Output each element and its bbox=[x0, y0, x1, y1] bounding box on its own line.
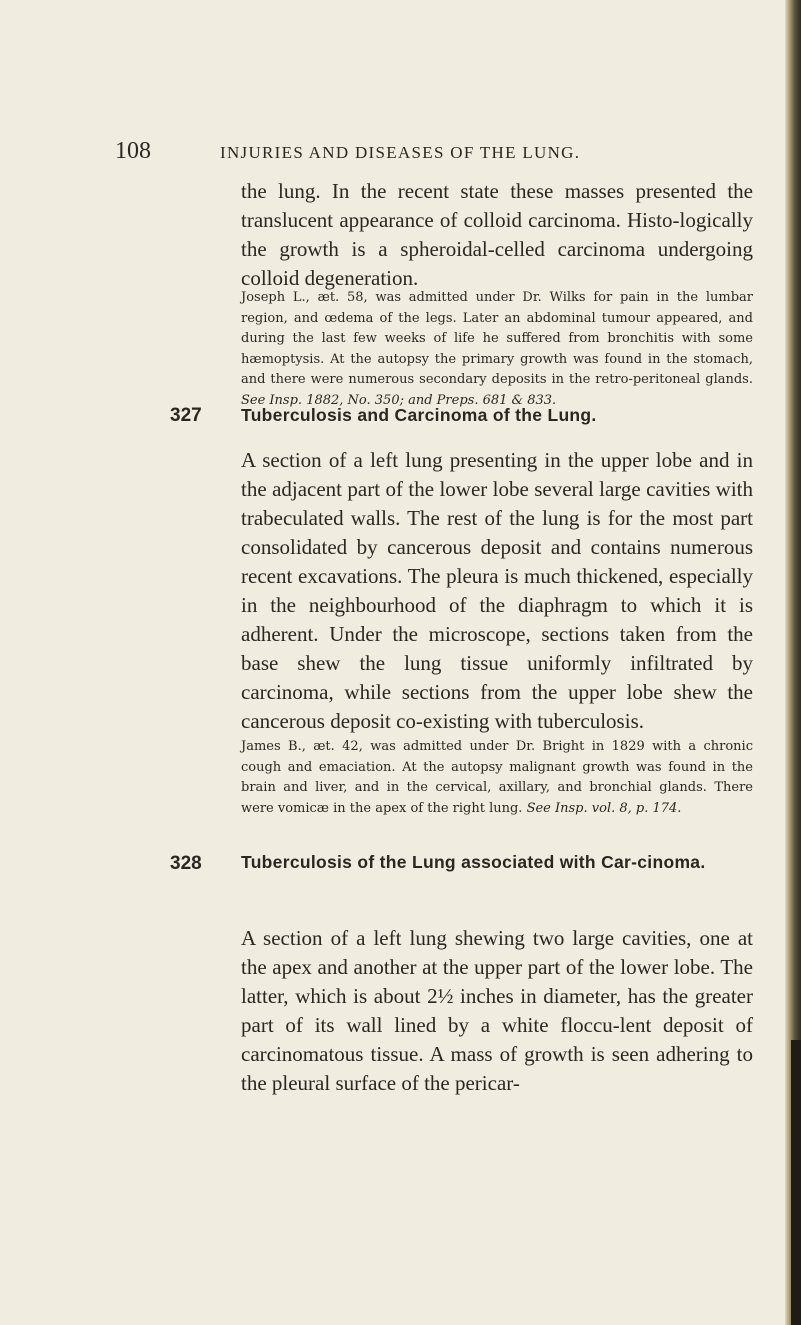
specimen-number-327: 327 bbox=[170, 405, 202, 426]
intro-paragraph: the lung. In the recent state these masses presented the translucent appearance of colloid carcinoma. Histo-logically the growth is a spheroidal-celled carcinoma undergoing colloid degeneration. bbox=[241, 179, 753, 290]
specimen-note-text-327: James B., æt. 42, was admitted under Dr. Bright in 1829 with a chronic cough and emaciation. At the autopsy malignant growth was found in the brain and liver, and in the cervical, axillary, and bronchial glands. There were vomicæ in the apex of the right lung. bbox=[241, 739, 753, 816]
page-edge-dark bbox=[791, 1040, 801, 1325]
page-header bbox=[115, 138, 761, 168]
page-number: 108 bbox=[115, 138, 151, 164]
specimen-paragraph-328: A section of a left lung shewing two large cavities, one at the apex and another at the upper part of the lower lobe. The latter, which is about 2½ inches in diameter, has the greater part of its wall lined by a white floccu-lent deposit of carcinomatous tissue. A mass of growth is seen adhering to the pleural surface of the pericar- bbox=[241, 926, 753, 1095]
specimen-number-328: 328 bbox=[170, 853, 202, 874]
intro-case-note bbox=[241, 288, 753, 411]
running-head: INJURIES AND DISEASES OF THE LUNG. bbox=[220, 143, 581, 162]
specimen-title-327: Tuberculosis and Carcinoma of the Lung. bbox=[241, 405, 597, 425]
specimen-note-reference-327: See Insp. vol. 8, p. 174. bbox=[526, 800, 682, 816]
intro-note-text: Joseph L., æt. 58, was admitted under Dr. Wilks for pain in the lumbar region, and œdema of the legs. Later an abdominal tumour appeared, and during the last few weeks of life he suffered from bronchitis with some hæmoptysis. At the autopsy the primary growth was found in the stomach, and there were numerous secondary deposits in the retro-peritoneal glands. bbox=[241, 290, 753, 387]
intro-note-reference: See Insp. 1882, No. 350; and Preps. 681 & 833. bbox=[241, 392, 557, 408]
specimen-case-note-327 bbox=[241, 737, 753, 819]
specimen-paragraph-327: A section of a left lung presenting in the upper lobe and in the adjacent part of the lower lobe several large cavities with trabeculated walls. The rest of the lung is for the most part consolidated by cancerous deposit and contains numerous recent excavations. The pleura is much thickened, especially in the neighbourhood of the diaphragm to which it is adherent. Under the microscope, sections taken from the base shew the lung tissue uniformly infiltrated by carcinoma, while sections from the upper lobe shew the cancerous deposit co-existing with tuberculosis. bbox=[241, 448, 753, 733]
specimen-title-328: Tuberculosis of the Lung associated with Car-cinoma. bbox=[241, 852, 706, 872]
